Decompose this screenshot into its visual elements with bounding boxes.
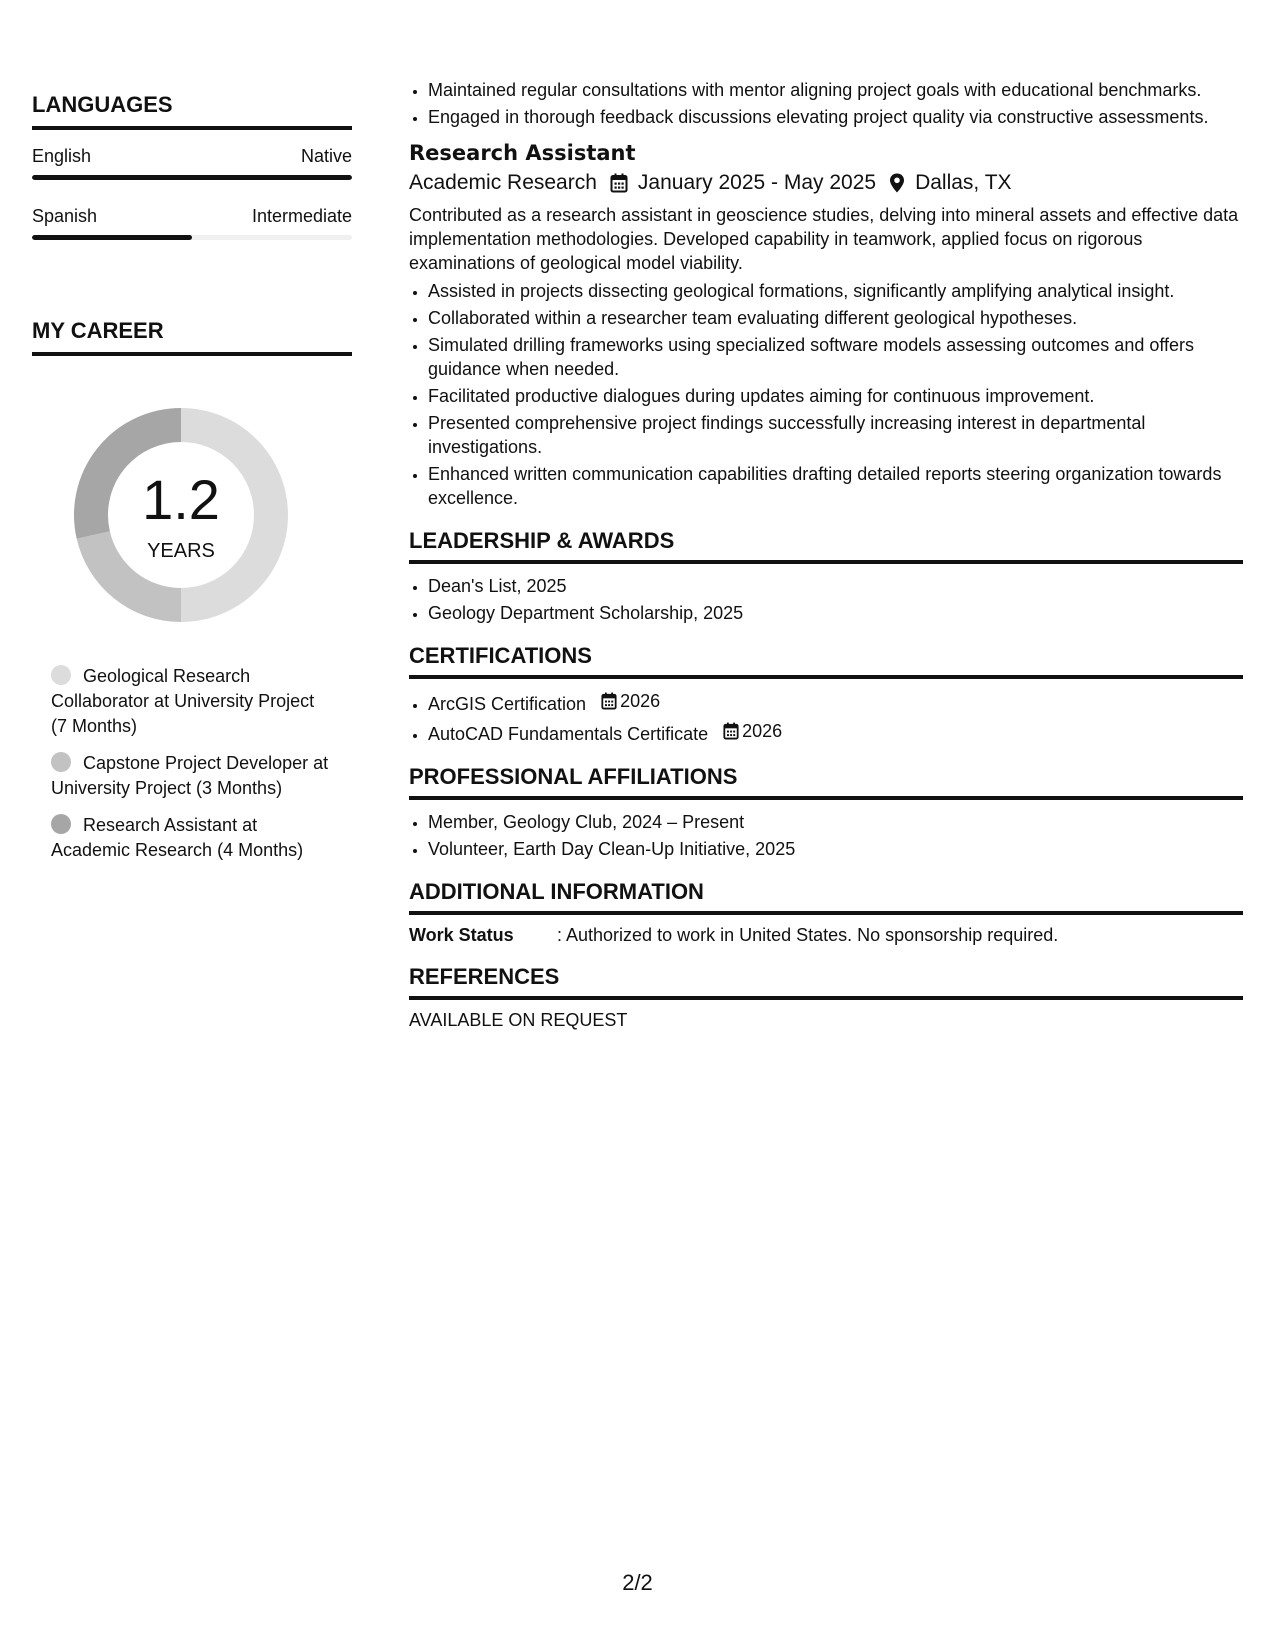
list-item: • Enhanced written communication capabilities drafting detailed reports steering organization towards excellence. bbox=[428, 462, 1243, 510]
legend-label: Research Assistant at Academic Research (4 Months) bbox=[51, 815, 304, 860]
job-title: Research Assistant bbox=[409, 141, 636, 165]
additional-info-heading: ADDITIONAL INFORMATION bbox=[409, 879, 1243, 915]
references-heading: REFERENCES bbox=[409, 964, 1243, 1000]
legend-dot bbox=[51, 814, 71, 834]
language-name: Spanish bbox=[32, 206, 98, 226]
list-item: • Maintained regular consultations with mentor aligning project goals with educational benchmarks. bbox=[428, 78, 1243, 102]
certification-date bbox=[601, 689, 660, 713]
certification-name: ArcGIS Certification bbox=[428, 694, 587, 714]
job-description: Contributed as a research assistant in geoscience studies, delving into mineral assets and effective data implementation methodologies. Developed capability in teamwork, applied focus on rigorous examinations of geological model viability. bbox=[409, 205, 1239, 273]
work-status-value: : Authorized to work in United States. No sponsorship required. bbox=[557, 925, 1059, 945]
certifications-heading: CERTIFICATIONS bbox=[409, 643, 1243, 679]
work-status-label: Work Status bbox=[409, 925, 514, 945]
list-item bbox=[428, 689, 1243, 716]
page-number: 2/2 bbox=[622, 1570, 653, 1595]
languages-heading: LANGUAGES bbox=[32, 92, 352, 130]
map-pin-icon bbox=[889, 173, 905, 193]
legend-dot bbox=[51, 665, 71, 685]
references-text: AVAILABLE ON REQUEST bbox=[409, 1010, 628, 1030]
donut-center bbox=[66, 400, 296, 630]
main-content bbox=[409, 78, 1243, 1031]
awards-list bbox=[409, 574, 1243, 625]
job-dates: January 2025 - May 2025 bbox=[637, 171, 877, 194]
language-proficiency-fill bbox=[32, 235, 192, 240]
career-heading: MY CAREER bbox=[32, 318, 352, 356]
list-item: • Engaged in thorough feedback discussions elevating project quality via constructive assessments. bbox=[428, 105, 1243, 129]
language-proficiency-bar bbox=[32, 235, 352, 240]
calendar-icon bbox=[601, 692, 617, 710]
list-item: • Facilitated productive dialogues during updates aiming for continuous improvement. bbox=[428, 384, 1243, 408]
certification-name: AutoCAD Fundamentals Certificate bbox=[428, 724, 709, 744]
sidebar bbox=[32, 92, 352, 875]
certification-year: 2026 bbox=[742, 721, 783, 741]
certification-date bbox=[723, 719, 782, 743]
list-item: • Collaborated within a researcher team evaluating different geological hypotheses. bbox=[428, 306, 1243, 330]
affiliations-list bbox=[409, 810, 1243, 861]
list-item: • Volunteer, Earth Day Clean-Up Initiative, 2025 bbox=[428, 837, 1243, 861]
language-name: English bbox=[32, 146, 92, 166]
job-meta bbox=[409, 171, 1243, 195]
career-total-unit: YEARS bbox=[147, 540, 215, 562]
certification-year: 2026 bbox=[620, 691, 661, 711]
career-total-years: 1.2 bbox=[142, 468, 220, 531]
language-row-english bbox=[32, 146, 352, 167]
legend-dot bbox=[51, 752, 71, 772]
language-level: Native bbox=[300, 146, 352, 166]
list-item: • Dean's List, 2025 bbox=[428, 574, 1243, 598]
job-location: Dallas, TX bbox=[915, 171, 1012, 194]
career-donut-chart bbox=[66, 400, 296, 630]
language-proficiency-bar bbox=[32, 175, 352, 180]
career-legend bbox=[51, 664, 333, 863]
list-item: • Simulated drilling frameworks using specialized software models assessing outcomes and offers guidance when needed. bbox=[428, 333, 1243, 381]
certifications-list bbox=[409, 689, 1243, 746]
work-status-row bbox=[409, 925, 1243, 946]
language-row-spanish bbox=[32, 206, 352, 227]
list-item: • Presented comprehensive project findings successfully increasing interest in departmental investigations. bbox=[428, 411, 1243, 459]
legend-item bbox=[51, 813, 333, 863]
awards-heading: LEADERSHIP & AWARDS bbox=[409, 528, 1243, 564]
list-item bbox=[428, 719, 1243, 746]
list-item: • Geology Department Scholarship, 2025 bbox=[428, 601, 1243, 625]
language-proficiency-fill bbox=[32, 175, 352, 180]
job-company: Academic Research bbox=[409, 171, 597, 194]
calendar-icon bbox=[723, 722, 739, 740]
legend-item bbox=[51, 751, 333, 801]
previous-job-bullets bbox=[409, 78, 1243, 129]
affiliations-heading: PROFESSIONAL AFFILIATIONS bbox=[409, 764, 1243, 800]
list-item: • Member, Geology Club, 2024 – Present bbox=[428, 810, 1243, 834]
legend-label: Geological Research Collaborator at University Project (7 Months) bbox=[51, 666, 315, 736]
legend-item bbox=[51, 664, 333, 739]
job-bullets bbox=[409, 279, 1243, 510]
legend-label: Capstone Project Developer at University Project (3 Months) bbox=[51, 753, 329, 798]
list-item: • Assisted in projects dissecting geological formations, significantly amplifying analytical insight. bbox=[428, 279, 1243, 303]
calendar-icon bbox=[610, 173, 628, 193]
language-level: Intermediate bbox=[251, 206, 352, 226]
